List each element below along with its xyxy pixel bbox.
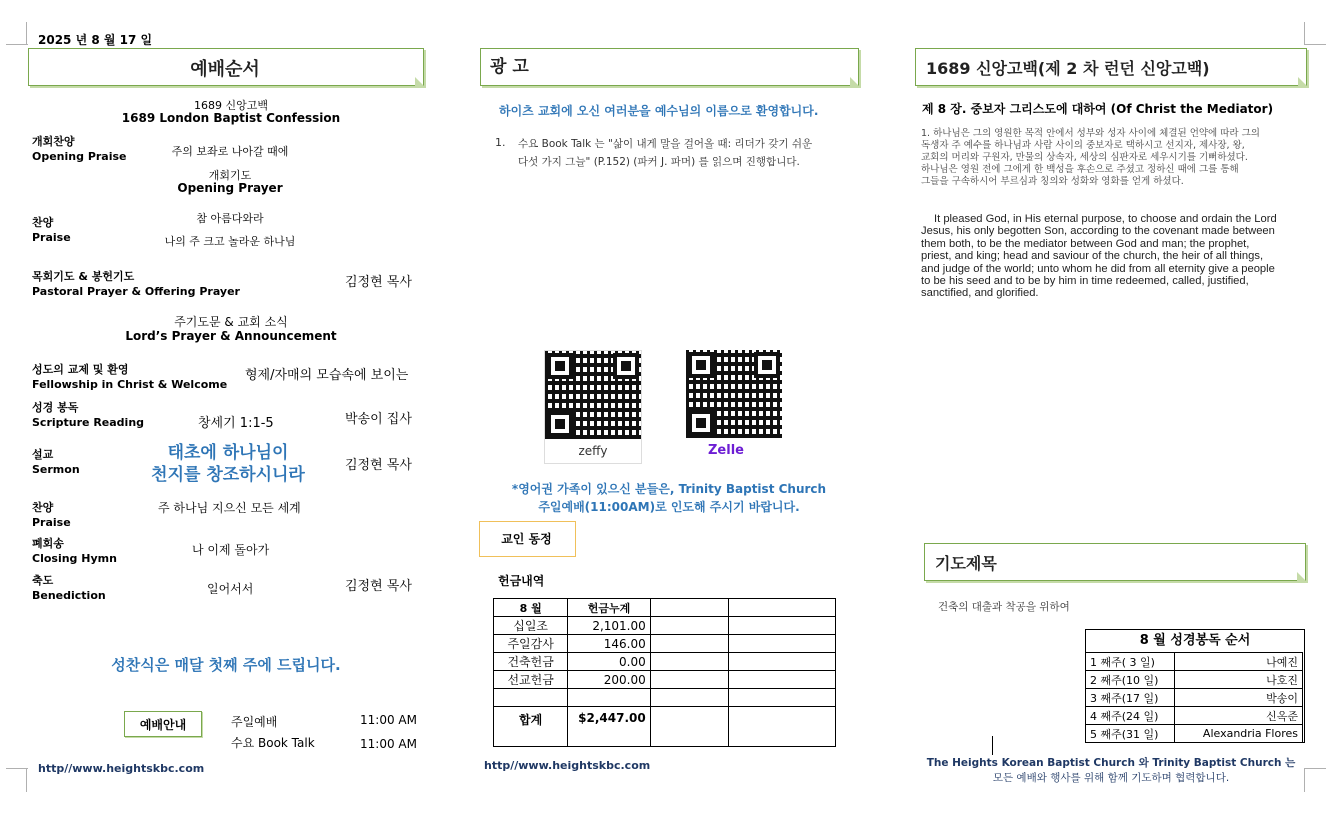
- fellowship-song: 형제/자매의 모습속에 보이는: [245, 368, 409, 383]
- zelle-qr-card[interactable]: [686, 350, 782, 462]
- pastoral-prayer-en: Pastoral Prayer & Offering Prayer: [32, 285, 240, 298]
- service-row-1-name: 주일예배: [231, 715, 278, 729]
- bible-name: 나호진: [1175, 671, 1303, 689]
- offering-amount: 0.00: [568, 653, 650, 671]
- service-info-label: 예배안내: [139, 718, 187, 732]
- korean-text-line: 그들을 구속하시어 부르심과 칭의와 성화와 영화를 얻게 하셨다.: [921, 176, 1184, 187]
- crop-mark: [1304, 22, 1305, 44]
- offering-table: [493, 598, 836, 747]
- korean-text-line: 하나님은 영원 전에 그에게 한 백성을 후손으로 주셨고 정하신 때에 그를 통해: [921, 164, 1239, 175]
- crop-mark: [6, 768, 28, 769]
- welcome-message: 하이츠 교회에 오신 여러분을 예수님의 이름으로 환영합니다.: [499, 104, 819, 118]
- footer-line-1: The Heights Korean Baptist Church 와 Trinity Baptist Church 는: [926, 757, 1296, 769]
- sermon-leader: 김정현 목사: [345, 458, 412, 473]
- table-row: [494, 617, 836, 635]
- table-cell: [650, 617, 729, 635]
- offering-total-amount: $2,447.00: [568, 707, 650, 747]
- fellowship-en: Fellowship in Christ & Welcome: [32, 378, 228, 391]
- korean-text-line: 교회의 머리와 구원자, 만물의 상속자, 세상의 심판자로 세우시기를 기뻐하셨다.: [921, 152, 1248, 163]
- benediction-ko: 축도: [32, 574, 54, 587]
- praise-song-2: 나의 주 크고 놀라운 하나님: [164, 235, 296, 248]
- benediction-en: Benediction: [32, 589, 106, 602]
- table-cell: [494, 689, 568, 707]
- confession-en: 1689 London Baptist Confession: [121, 111, 341, 125]
- benediction-label: [32, 573, 106, 603]
- table-row: [1086, 653, 1303, 671]
- opening-praise-label: [32, 134, 127, 164]
- bible-reading-title: 8 월 성경봉독 순서: [1139, 633, 1251, 648]
- sermon-label: [32, 447, 80, 477]
- corner-fold: [1297, 572, 1306, 581]
- table-cell: [729, 653, 836, 671]
- qr-finder: [547, 411, 573, 437]
- announcement-line-1: 수요 Book Talk 는 "삶이 내게 말을 걸어올 때: 리더가 갖기 쉬운: [518, 138, 813, 150]
- bible-week: 4 째주(24 일): [1086, 707, 1175, 725]
- table-row: [1086, 707, 1303, 725]
- closing-hymn-ko: 폐회송: [32, 537, 64, 550]
- service-row-2-name: 수요 Book Talk: [231, 736, 315, 750]
- sermon-ko: 설교: [32, 448, 54, 461]
- chapter-heading: 제 8 장. 중보자 그리스도에 대하여 (Of Christ the Mediator): [922, 102, 1274, 116]
- english-text: [921, 213, 1313, 300]
- bible-week: 5 째주(31 일): [1086, 725, 1175, 743]
- bible-week: 3 째주(17 일): [1086, 689, 1175, 707]
- announcements-header: [480, 48, 859, 86]
- english-text-line: Jesus, his only begotten Son, according to the covenant made between: [921, 225, 1275, 238]
- praise-en: Praise: [32, 231, 71, 244]
- crop-mark: [26, 22, 27, 44]
- praise-song-1: 참 아름다와라: [196, 212, 264, 225]
- closing-hymn-song: 나 이제 돌아가: [192, 543, 270, 557]
- scripture-passage: 창세기 1:1-5: [198, 416, 274, 431]
- benediction-song: 일어서서: [207, 582, 254, 596]
- crop-mark: [1304, 44, 1326, 45]
- english-note-1: *영어권 가족이 있으신 분들은, Trinity Baptist Church: [511, 482, 827, 496]
- lords-prayer-ko: 주기도문 & 교회 소식: [174, 315, 288, 329]
- english-text-line: priest, and king; head and saviour of the church, the heir of all things,: [921, 250, 1264, 263]
- opening-prayer-ko: 개회기도: [208, 169, 252, 182]
- korean-text-line: 독생자 주 예수를 하나님과 사람 사이의 중보자로 택하시고 선지자, 제사장, 왕,: [921, 140, 1245, 151]
- table-cell: [650, 689, 729, 707]
- qr-finder: [688, 410, 714, 436]
- zeffy-qr-card[interactable]: [544, 350, 642, 464]
- offering-header-month: 8 월: [494, 599, 568, 617]
- table-row: [494, 689, 836, 707]
- bulletin-date: 2025 년 8 월 17 일: [38, 33, 153, 47]
- table-row: [494, 635, 836, 653]
- confession-ko: 1689 신앙고백: [194, 99, 268, 112]
- praise2-song: 주 하나님 지으신 모든 세계: [158, 501, 301, 515]
- table-cell: [729, 689, 836, 707]
- offering-name: 주일감사: [494, 635, 568, 653]
- table-cell: [729, 599, 836, 617]
- bible-reading-box: [1085, 629, 1305, 743]
- benediction-leader: 김정현 목사: [345, 579, 412, 594]
- offering-total-label: 합계: [494, 707, 568, 747]
- announcement-line-2: 다섯 가지 그늘" (P.152) (파커 J. 파머) 를 읽으며 진행합니다.: [518, 156, 800, 168]
- table-cell: [650, 671, 729, 689]
- qr-finder: [754, 352, 780, 378]
- opening-praise-song: 주의 보좌로 나아갈 때에: [171, 145, 289, 158]
- opening-prayer-en: Opening Prayer: [177, 181, 283, 195]
- opening-praise-en: Opening Praise: [32, 150, 127, 163]
- service-row-1-time: 11:00 AM: [360, 713, 417, 727]
- announcements-title: 광 고: [490, 57, 529, 77]
- pastoral-prayer-label: [32, 269, 240, 299]
- confession-title: 1689 신앙고백(제 2 차 런던 신앙고백): [926, 59, 1210, 78]
- sermon-title-1: 태초에 하나님이: [167, 443, 289, 463]
- praise2-en: Praise: [32, 516, 71, 529]
- table-row: [1086, 725, 1303, 743]
- offering-name: 선교헌금: [494, 671, 568, 689]
- pastoral-prayer-leader: 김정현 목사: [345, 275, 412, 290]
- korean-text-line: 1. 하나님은 그의 영원한 목적 안에서 성부와 성자 사이에 체결된 언약에 따라 그의: [921, 128, 1260, 139]
- praise-label: [32, 215, 71, 245]
- english-text-line: and judge of the world; unto whom he did from all eternity give a people: [921, 262, 1275, 275]
- communion-note: 성찬식은 매달 첫째 주에 드립니다.: [111, 656, 341, 674]
- members-tab: 교인 동정: [501, 532, 552, 546]
- offering-name: 십일조: [494, 617, 568, 635]
- crop-mark: [1304, 768, 1326, 769]
- table-cell: [650, 707, 729, 747]
- corner-fold: [850, 77, 859, 86]
- qr-finder: [547, 353, 573, 379]
- bible-name: 나예진: [1175, 653, 1303, 671]
- sermon-en: Sermon: [32, 463, 80, 476]
- english-text-line: to be his seed and to be by him in time redeemed, called, justified,: [921, 275, 1249, 288]
- website-link-2[interactable]: http//www.heightskbc.com: [484, 759, 651, 772]
- service-row-2-time: 11:00 AM: [360, 737, 417, 751]
- closing-hymn-en: Closing Hymn: [32, 552, 117, 565]
- korean-text: [921, 128, 1305, 188]
- bible-week: 1 째주( 3 일): [1086, 653, 1175, 671]
- table-row: [494, 653, 836, 671]
- offering-amount: 146.00: [568, 635, 650, 653]
- pastoral-prayer-ko: 목회기도 & 봉헌기도: [32, 270, 135, 283]
- table-row: [1086, 689, 1303, 707]
- table-cell: [650, 635, 729, 653]
- bible-week: 2 째주(10 일): [1086, 671, 1175, 689]
- table-cell: [650, 599, 729, 617]
- sermon-title-2: 천지를 창조하시니라: [151, 465, 305, 485]
- english-text-line: It pleased God, in His eternal purpose, to choose and ordain the Lord: [934, 213, 1277, 225]
- offering-name: 건축헌금: [494, 653, 568, 671]
- prayer-title: 기도제목: [935, 554, 997, 573]
- english-text-line: them both, to be the mediator between God and man; the prophet,: [921, 237, 1250, 250]
- table-cell: [729, 635, 836, 653]
- table-cell: [729, 671, 836, 689]
- bible-reading-table: [1085, 652, 1303, 743]
- scripture-ko: 성경 봉독: [32, 401, 79, 414]
- table-cell: [729, 707, 836, 747]
- praise2-ko: 찬양: [32, 501, 54, 514]
- qr-finder: [688, 352, 714, 378]
- corner-fold: [1298, 77, 1307, 86]
- offering-title: 헌금내역: [498, 574, 545, 588]
- english-text-line: sanctified, and glorified.: [921, 287, 1039, 300]
- praise2-label: [32, 500, 71, 530]
- bible-name: Alexandria Flores: [1175, 725, 1303, 743]
- table-row: [494, 707, 836, 747]
- prayer-item: 건축의 대출과 착공을 위하여: [938, 601, 1070, 613]
- text-cursor: [992, 736, 993, 755]
- table-row: [494, 599, 836, 617]
- qr-finder: [613, 353, 639, 379]
- praise-ko: 찬양: [32, 216, 54, 229]
- crop-mark: [6, 44, 28, 45]
- fellowship-label: [32, 362, 227, 392]
- table-cell: [568, 689, 650, 707]
- announcement-number: 1.: [495, 136, 506, 149]
- zelle-label: Zelle: [708, 443, 744, 458]
- closing-hymn-label: [32, 536, 117, 566]
- bible-name: 박송이: [1175, 689, 1303, 707]
- website-link-1[interactable]: http//www.heightskbc.com: [38, 762, 205, 775]
- scripture-leader: 박송이 집사: [345, 412, 412, 427]
- crop-mark: [26, 768, 27, 792]
- fellowship-ko: 성도의 교제 및 환영: [32, 363, 129, 376]
- table-cell: [729, 617, 836, 635]
- bible-name: 신옥준: [1175, 707, 1303, 725]
- scripture-label: [32, 400, 144, 430]
- footer-line-2: 모든 예배와 행사를 위해 함께 기도하며 협력합니다.: [992, 772, 1230, 784]
- offering-amount: 2,101.00: [568, 617, 650, 635]
- scripture-en: Scripture Reading: [32, 416, 145, 429]
- table-row: [494, 671, 836, 689]
- offering-amount: 200.00: [568, 671, 650, 689]
- zeffy-label: zeffy: [578, 444, 608, 458]
- table-row: [1086, 671, 1303, 689]
- offering-header-total: 헌금누계: [568, 599, 650, 617]
- opening-praise-ko: 개회찬양: [32, 135, 75, 148]
- table-cell: [650, 653, 729, 671]
- lords-prayer-en: Lord’s Prayer & Announcement: [125, 329, 337, 343]
- order-of-worship-title: 예배순서: [190, 59, 260, 80]
- english-note-2: 주일예배(11:00AM)로 인도해 주시기 바랍니다.: [538, 500, 800, 514]
